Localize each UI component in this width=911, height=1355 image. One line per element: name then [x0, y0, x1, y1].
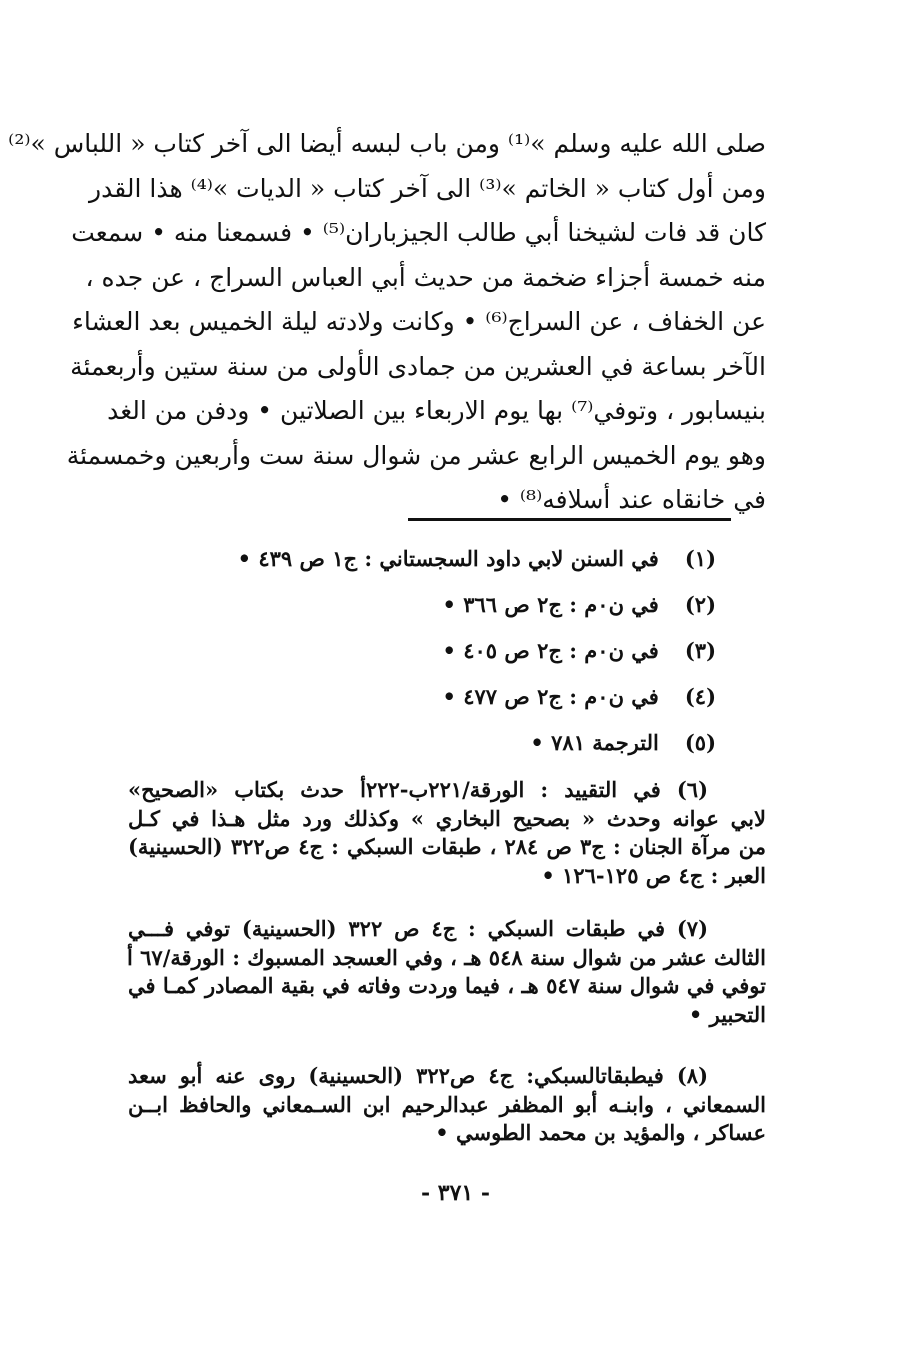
text-line: ومن أول كتاب « الخاتم »⁽³⁾ الى آخر كتاب « الديات »⁽⁴⁾ هذا القدر: [89, 173, 766, 203]
text-line: في خانقاه عند أسلافه⁽⁸⁾ •: [497, 485, 766, 514]
footnote-number: (٣): [684, 638, 716, 663]
footnote-line: (٦) في التقييد : الورقة/٢٢١ب-٢٢٢أ حدث بكتاب «الصحيح»: [128, 777, 708, 802]
footnote-line: عساكر ، والمؤيد بن محمد الطوسي •: [435, 1120, 766, 1145]
footnote-3: [442, 638, 716, 663]
footnote-7: [128, 915, 766, 1029]
text-line: منه خمسة أجزاء ضخمة من حديث أبي العباس السراج ، عن جده ،: [85, 262, 766, 292]
text-line: كان قد فات لشيخنا أبي طالب الجيزباران⁽⁵⁾ • فسمعنا منه • سمعت: [71, 218, 766, 247]
footnote-line: العبر : ج٤ ص ١٢٥-١٢٦ •: [541, 862, 766, 888]
text-line: وهو يوم الخميس الرابع عشر من شوال سنة ست وأربعين وخمسمئة: [66, 440, 766, 470]
footnote-1: [238, 546, 716, 571]
footnote-2: [442, 592, 716, 617]
main-text: [8, 122, 766, 523]
text-line: صلى الله عليه وسلم »⁽¹⁾ ومن باب لبسه أيضا الى آخر كتاب « اللباس »⁽²⁾: [8, 129, 766, 158]
footnote-line: توفي في شوال سنة ٥٤٧ هـ ، فيما وردت وفاته في بقية المصادر كمـا في: [128, 973, 766, 998]
footnote-line: التحبير •: [688, 1001, 766, 1027]
footnote-number: (٤): [684, 684, 716, 709]
footnote-line: (٧) في طبقات السبكي : ج٤ ص ٣٢٢ (الحسينية) توفي فـــي: [128, 916, 709, 941]
footnote-line: السمعاني ، وابنـه أبو المظفر عبدالرحيم ابن السـمعاني والحافظ ابــن: [128, 1091, 766, 1117]
text-line: بنيسابور ، وتوفي⁽⁷⁾ بها يوم الاربعاء بين الصلاتين • ودفن من الغد: [107, 396, 766, 425]
footnote-text: في ن٠م : ج٢ ص ٤٠٥ •: [442, 638, 659, 663]
footnote-number: (٢): [684, 592, 716, 617]
footnote-separator: [408, 518, 731, 521]
text-line: عن الخفاف ، عن السراج⁽⁶⁾ • وكانت ولادته ليلة الخميس بعد العشاء: [72, 307, 766, 336]
footnote-text: في السنن لابي داود السجستاني : ج١ ص ٤٣٩ •: [237, 546, 659, 571]
page-number: - ٣٧١ -: [420, 1180, 491, 1206]
footnote-number: (٥): [684, 730, 716, 755]
footnote-text: في ن٠م : ج٢ ص ٤٧٧ •: [442, 684, 659, 709]
footnote-line: لابي عوانه وحدث « بصحيح البخاري » وكذلك ورد مثل هـذا في كـل: [128, 805, 766, 831]
footnote-line: من مرآة الجنان : ج٣ ص ٢٨٤ ، طبقات السبكي : ج٤ ص٣٢٢ (الحسينية): [128, 834, 767, 859]
text-line: الآخر بساعة في العشرين من جمادى الأولى من سنة ستين وأربعمئة: [70, 351, 766, 381]
footnote-4: [442, 684, 716, 709]
footnote-5: [530, 730, 716, 755]
footnote-line: الثالث عشر من شوال سنة ٥٤٨ هـ ، وفي العسجد المسبوك : الورقة/٦٧ أ: [126, 944, 766, 970]
footnote-number: (١): [684, 546, 716, 571]
footnote-6: [128, 776, 766, 890]
footnote-8: [128, 1062, 766, 1148]
footnote-text: في ن٠م : ج٢ ص ٣٦٦ •: [442, 592, 659, 617]
footnote-text: الترجمة ٧٨١ •: [530, 730, 659, 755]
footnote-line: (٨) فيطبقاتالسبكي: ج٤ ص٣٢٢ (الحسينية) روى عنه أبو سعد: [128, 1063, 709, 1088]
